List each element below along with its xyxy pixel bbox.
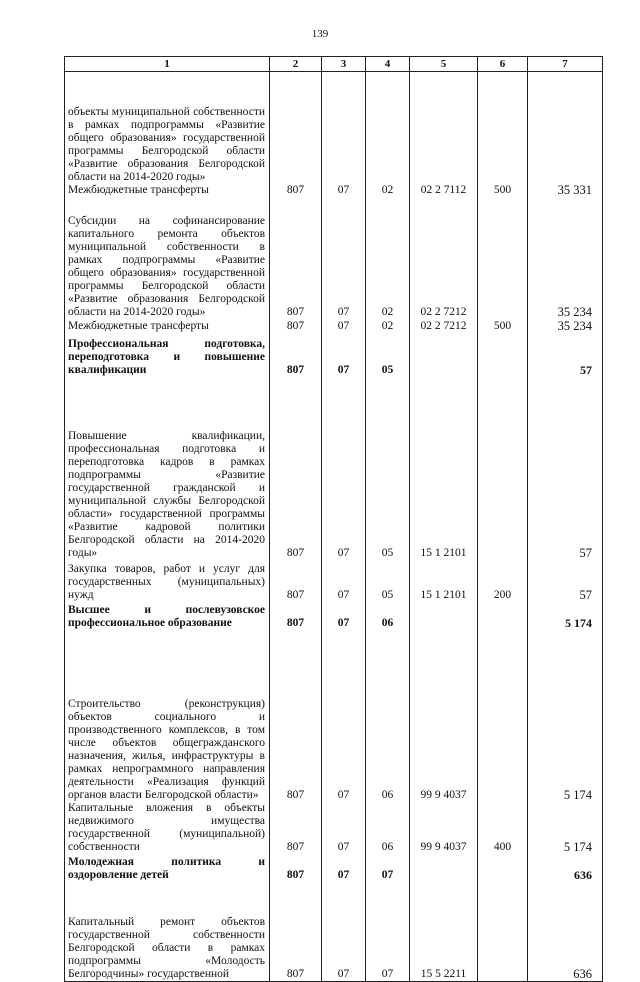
row-name-cell: объекты муниципальной собственности в рамках подпрограммы «Развитие общего образования» государственной программы Белгородской области «Развитие образования Белгородской области на 2014-2020 годы» [65, 72, 270, 184]
column-header: 6 [478, 57, 528, 72]
target-article-cell: 02 2 7112 [410, 184, 478, 198]
subsection-code-cell: 06 [366, 602, 410, 630]
column-header: 5 [410, 57, 478, 72]
page-number: 139 [311, 28, 329, 40]
column-header: 7 [528, 57, 603, 72]
target-article-cell [410, 854, 478, 882]
expense-type-cell [478, 882, 528, 982]
table-body [65, 72, 603, 982]
amount-cell: 35 331 [528, 184, 603, 198]
row-name-cell: Межбюджетные трансферты [65, 319, 270, 333]
subsection-code-cell: 06 [366, 802, 410, 854]
row-name-cell: Закупка товаров, работ и услуг для государственных (муниципальных) нужд [65, 560, 270, 602]
column-header: 3 [322, 57, 366, 72]
amount-cell: 35 234 [528, 198, 603, 319]
subsection-code-cell: 02 [366, 319, 410, 333]
row-name-cell: Повышение квалификации, профессиональная подготовка и переподготовка кадров в рамках подпрограммы «Развитие государственной гражданской и муниципальной службы Белгородской области» государственной программы «Развитие кадровой политики Белгородской области на 2014-2020 годы» [65, 377, 270, 560]
column-header: 1 [65, 57, 270, 72]
expense-type-cell [478, 198, 528, 319]
table-row [65, 377, 603, 560]
admin-code-cell: 807 [270, 319, 322, 333]
target-article-cell [410, 602, 478, 630]
table-row [65, 560, 603, 602]
subsection-code-cell: 02 [366, 184, 410, 198]
expense-type-cell [478, 602, 528, 630]
table-row [65, 184, 603, 198]
expense-type-cell [478, 854, 528, 882]
section-code-cell: 07 [322, 333, 366, 377]
row-name-cell: Капитальный ремонт объектов государственной собственности Белгородской области в рамках подпрограммы «Молодость Белгородчины» государственной [65, 882, 270, 982]
expense-type-cell: 500 [478, 184, 528, 198]
table-row [65, 602, 603, 630]
target-article-cell: 99 9 4037 [410, 802, 478, 854]
target-article-cell: 15 1 2101 [410, 377, 478, 560]
subsection-code-cell: 05 [366, 560, 410, 602]
table-row [65, 198, 603, 319]
section-code-cell: 07 [322, 377, 366, 560]
expense-type-cell [478, 377, 528, 560]
amount-cell: 57 [528, 560, 603, 602]
amount-cell: 57 [528, 333, 603, 377]
section-code-cell: 07 [322, 854, 366, 882]
subsection-code-cell: 07 [366, 882, 410, 982]
subsection-code-cell: 05 [366, 377, 410, 560]
table-row [65, 72, 603, 184]
row-name-cell: Строительство (реконструкция) объектов социального и производственного комплексов, в том числе объектов общегражданского назначения, жилья, инфраструктуры в рамках непрограммного направления деятельности «Реализация функций органов власти Белгородской области» [65, 630, 270, 802]
section-code-cell: 07 [322, 198, 366, 319]
subsection-code-cell: 06 [366, 630, 410, 802]
column-header: 2 [270, 57, 322, 72]
section-code-cell: 07 [322, 630, 366, 802]
expense-type-cell [478, 630, 528, 802]
admin-code-cell: 807 [270, 602, 322, 630]
table-row [65, 854, 603, 882]
table-row [65, 882, 603, 982]
table-header-row [65, 57, 603, 72]
section-code-cell: 07 [322, 184, 366, 198]
subsection-code-cell: 07 [366, 854, 410, 882]
admin-code-cell: 807 [270, 560, 322, 602]
amount-cell: 636 [528, 854, 603, 882]
expense-type-cell [478, 72, 528, 184]
admin-code-cell: 807 [270, 630, 322, 802]
row-name-cell: Профессиональная подготовка, переподготовка и повышение квалификации [65, 333, 270, 377]
admin-code-cell: 807 [270, 802, 322, 854]
row-name-cell: Межбюджетные трансферты [65, 184, 270, 198]
column-header: 4 [366, 57, 410, 72]
subsection-code-cell [366, 72, 410, 184]
section-code-cell: 07 [322, 319, 366, 333]
table-row [65, 630, 603, 802]
table-row [65, 333, 603, 377]
section-code-cell: 07 [322, 802, 366, 854]
admin-code-cell: 807 [270, 184, 322, 198]
budget-table [64, 56, 603, 982]
amount-cell: 57 [528, 377, 603, 560]
row-name-cell: Капитальные вложения в объекты недвижимого имущества государственной (муниципальной) собственности [65, 802, 270, 854]
amount-cell [528, 72, 603, 184]
admin-code-cell [270, 72, 322, 184]
section-code-cell [322, 72, 366, 184]
admin-code-cell: 807 [270, 377, 322, 560]
section-code-cell: 07 [322, 560, 366, 602]
row-name-cell: Высшее и послевузовское профессиональное образование [65, 602, 270, 630]
section-code-cell: 07 [322, 602, 366, 630]
amount-cell: 5 174 [528, 602, 603, 630]
target-article-cell [410, 72, 478, 184]
target-article-cell: 02 2 7212 [410, 198, 478, 319]
admin-code-cell: 807 [270, 333, 322, 377]
table-row [65, 802, 603, 854]
subsection-code-cell: 05 [366, 333, 410, 377]
table-row [65, 319, 603, 333]
admin-code-cell: 807 [270, 854, 322, 882]
row-name-cell: Субсидии на софинансирование капитального ремонта объектов муниципальной собственности в рамках подпрограммы «Развитие общего образования» государственной программы Белгородской области «Развитие образования Белгородской области на 2014-2020 годы» [65, 198, 270, 319]
admin-code-cell: 807 [270, 882, 322, 982]
expense-type-cell: 200 [478, 560, 528, 602]
amount-cell: 5 174 [528, 630, 603, 802]
target-article-cell: 02 2 7212 [410, 319, 478, 333]
amount-cell: 5 174 [528, 802, 603, 854]
amount-cell: 35 234 [528, 319, 603, 333]
target-article-cell: 99 9 4037 [410, 630, 478, 802]
target-article-cell: 15 5 2211 [410, 882, 478, 982]
target-article-cell: 15 1 2101 [410, 560, 478, 602]
section-code-cell: 07 [322, 882, 366, 982]
admin-code-cell: 807 [270, 198, 322, 319]
row-name-cell: Молодежная политика и оздоровление детей [65, 854, 270, 882]
expense-type-cell [478, 333, 528, 377]
target-article-cell [410, 333, 478, 377]
expense-type-cell: 400 [478, 802, 528, 854]
expense-type-cell: 500 [478, 319, 528, 333]
subsection-code-cell: 02 [366, 198, 410, 319]
amount-cell: 636 [528, 882, 603, 982]
